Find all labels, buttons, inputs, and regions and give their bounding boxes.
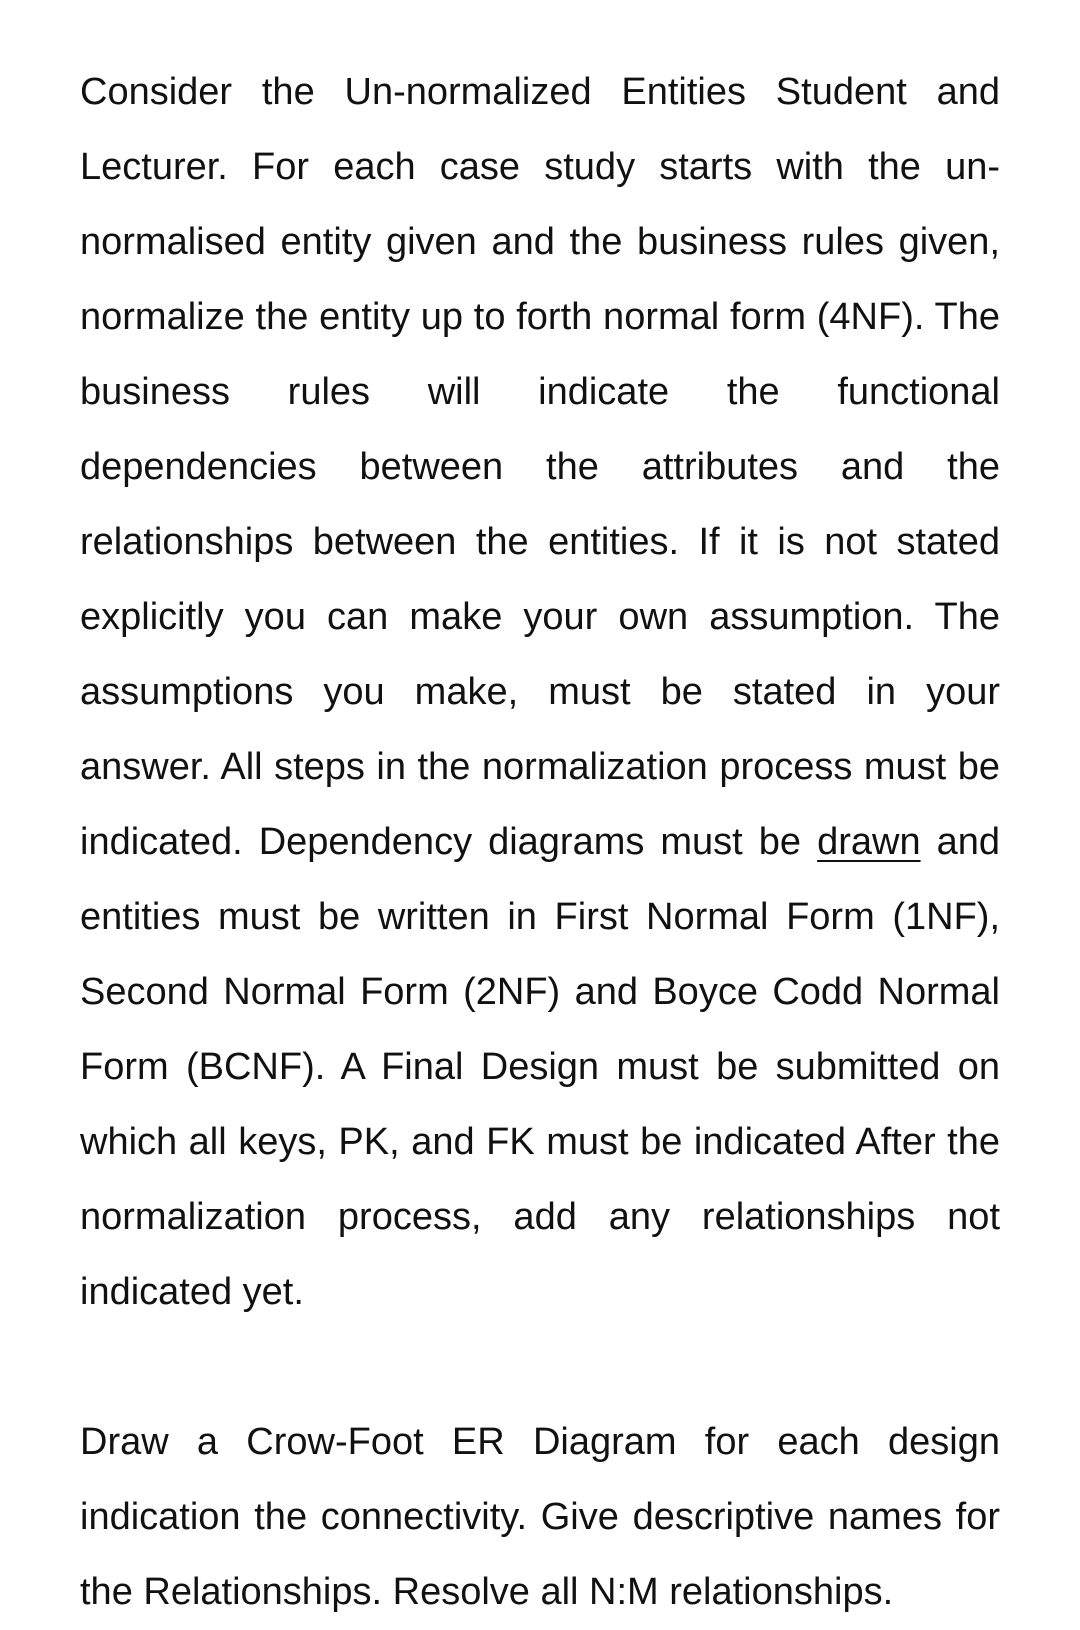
document-page — [80, 55, 1000, 1630]
er-diagram-paragraph — [80, 1405, 1000, 1630]
underlined-word: drawn — [817, 821, 921, 863]
instructions-text-part1: Consider the Un-normalized Entities Student and Lecturer. For each case study starts with the un-normalised entity given and the business rules given, normalize the entity up to forth normal form (4NF). The business rules will indicate the functional dependencies between the attributes and the relationships between the entities. If it is not stated explicitly you can make your own assumption. The assumptions you make, must be stated in your answer. All steps in the normalization process must be indicated. Dependency diagrams must be — [80, 71, 1000, 863]
er-diagram-text: Draw a Crow-Foot ER Diagram for each design indication the connectivity. Give descriptive names for the Relationships. Resolve all N:M relationships. — [80, 1421, 1000, 1613]
instructions-text-part2: and entities must be written in First Normal Form (1NF), Second Normal Form (2NF) and Boyce Codd Normal Form (BCNF). A Final Design must be submitted on which all keys, PK, and FK must be indicated After the normalization process, add any relationships not indicated yet. — [80, 821, 1001, 1313]
instructions-paragraph — [80, 55, 1000, 1330]
